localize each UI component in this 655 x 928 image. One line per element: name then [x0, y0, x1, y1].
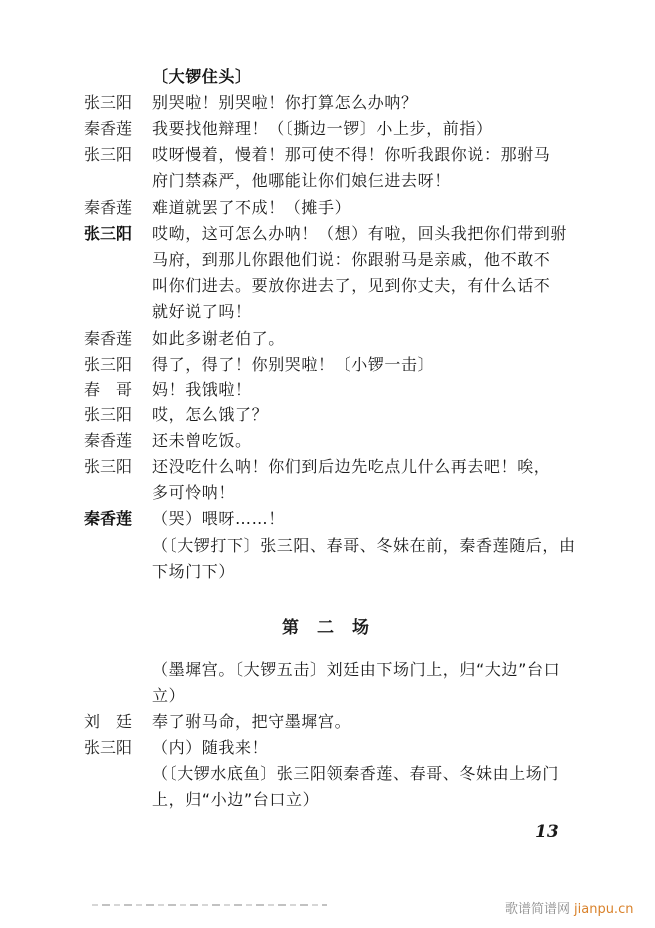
dialogue-line [0, 377, 655, 403]
dialogue-text: 叫你们进去。要放你进去了，见到你丈夫，有什么话不 [152, 276, 551, 295]
dialogue-text: （内）随我来！ [152, 738, 269, 757]
dialogue-text: 妈！我饿啦！ [152, 380, 252, 399]
dialogue-line [0, 168, 655, 194]
speaker-name: 张三阳 [84, 405, 133, 424]
dialogue-text: 别哭啦！别哭啦！你打算怎么办呐？ [152, 93, 418, 112]
dialogue-line [0, 195, 655, 221]
dialogue-text: （〔大锣打下〕张三阳、春哥、冬妹在前，秦香莲随后，由 [152, 536, 576, 555]
speaker-name: 秦香莲 [84, 431, 133, 450]
dialogue-line [0, 90, 655, 116]
dialogue-line [0, 428, 655, 454]
dialogue-text: 哎呦，这可怎么办呐！（想）有啦，回头我把你们带到驸 [152, 224, 568, 243]
stage-direction-line [0, 559, 655, 585]
speaker-name: 秦香莲 [84, 198, 133, 217]
dialogue-line [0, 709, 655, 735]
page-number: 13 [535, 822, 559, 842]
speaker-name: 张三阳 [84, 224, 133, 243]
dialogue-line [0, 273, 655, 299]
dialogue-text: 多可怜呐！ [152, 483, 236, 502]
dialogue-line [0, 142, 655, 168]
speaker-name: 刘 廷 [84, 712, 133, 731]
dialogue-line [0, 221, 655, 247]
dialogue-text: 上，归“小边”台口立） [152, 790, 320, 809]
speaker-name: 张三阳 [84, 457, 133, 476]
speaker-name: 秦香莲 [84, 119, 133, 138]
stage-direction-line [0, 64, 655, 90]
dialogue-line [0, 454, 655, 480]
dialogue-text: （哭）喂呀……！ [152, 509, 285, 528]
dialogue-text: 立） [152, 686, 186, 705]
speaker-name: 春 哥 [84, 380, 133, 399]
stage-direction-line [0, 761, 655, 787]
dialogue-text: 下场门下） [152, 562, 236, 581]
dialogue-text: 府门禁森严，他哪能让你们娘仨进去呀！ [152, 171, 451, 190]
dialogue-line [0, 352, 655, 378]
watermark-url: jianpu.cn [574, 902, 634, 917]
speaker-name: 秦香莲 [84, 329, 133, 348]
scene-heading: 第二场 [282, 618, 387, 638]
speaker-name: 张三阳 [84, 145, 133, 164]
dialogue-line [0, 480, 655, 506]
dialogue-line [0, 116, 655, 142]
dialogue-text: 马府，到那儿你跟他们说：你跟驸马是亲戚，他不敢不 [152, 250, 551, 269]
dialogue-text: （墨墀宫。〔大锣五击〕刘廷由下场门上，归“大边”台口 [152, 660, 561, 679]
stage-direction-line [0, 787, 655, 813]
dialogue-text: 得了，得了！你别哭啦！〔小锣一击〕 [152, 355, 435, 374]
stage-direction-line [0, 683, 655, 709]
speaker-name: 张三阳 [84, 355, 133, 374]
speaker-name: 张三阳 [84, 738, 133, 757]
dialogue-text: 〔大锣住头〕 [152, 67, 252, 86]
watermark-site-name: 歌谱简谱网 [505, 902, 571, 917]
dialogue-line [0, 326, 655, 352]
dialogue-line [0, 402, 655, 428]
dialogue-text: 哎呀慢着，慢着！那可使不得！你听我跟你说：那驸马 [152, 145, 551, 164]
dialogue-text: 我要找他辩理！（〔撕边一锣〕小上步，前指） [152, 119, 493, 138]
dialogue-text: 哎，怎么饿了？ [152, 405, 269, 424]
stage-direction-line [0, 657, 655, 683]
dialogue-text: 还没吃什么呐！你们到后边先吃点儿什么再去吧！唉， [152, 457, 551, 476]
watermark [505, 898, 633, 917]
dialogue-text: 就好说了吗！ [152, 302, 252, 321]
dialogue-line [0, 506, 655, 532]
dialogue-line [0, 735, 655, 761]
scan-artifact [92, 904, 327, 906]
dialogue-text: 还未曾吃饭。 [152, 431, 252, 450]
dialogue-line [0, 299, 655, 325]
stage-direction-line [0, 533, 655, 559]
dialogue-text: （〔大锣水底鱼〕张三阳领秦香莲、春哥、冬妹由上场门 [152, 764, 560, 783]
speaker-name: 张三阳 [84, 93, 133, 112]
speaker-name: 秦香莲 [84, 509, 133, 528]
dialogue-text: 奉了驸马命，把守墨墀宫。 [152, 712, 352, 731]
dialogue-text: 如此多谢老伯了。 [152, 329, 285, 348]
dialogue-text: 难道就罢了不成！（摊手） [152, 198, 352, 217]
dialogue-line [0, 247, 655, 273]
